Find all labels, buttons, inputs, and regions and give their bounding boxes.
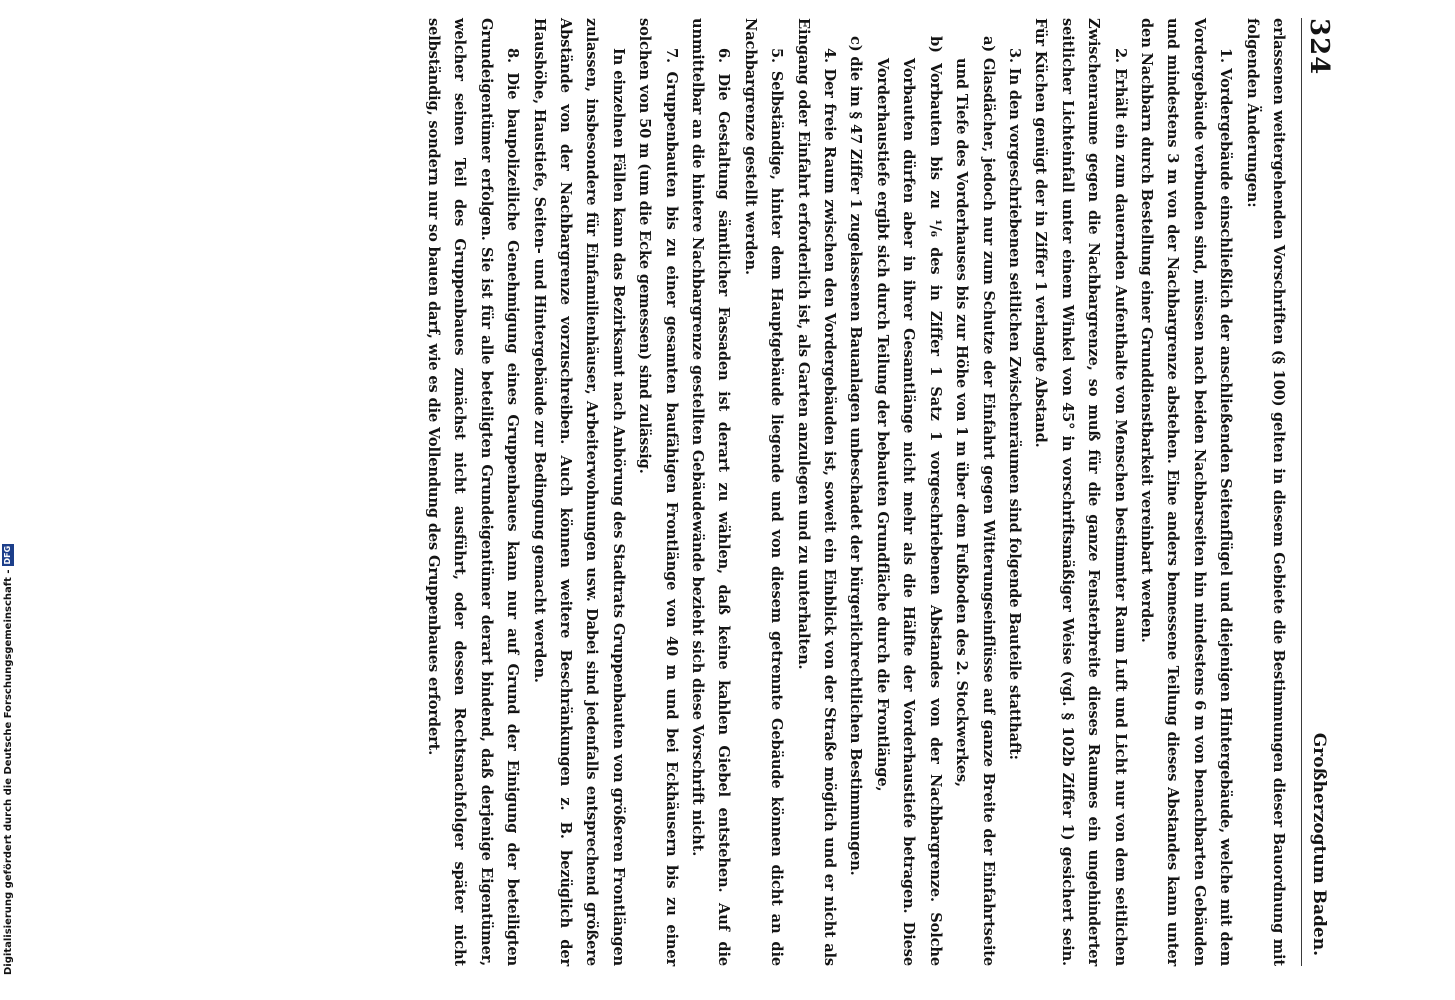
digitization-credit: [2, 544, 14, 975]
list-item: b) Vorbauten bis zu ¹/₆ des in Ziffer 1 Satz 1 vorgeschriebenen Abstandes von der Nachbargrenze. Solche Vorbauten dürfen aber in ihrer Gesamtlänge nicht mehr als die Hälfte der Vorderhaustiefe betragen. Diese Vorderhaustiefe ergibt sich durch Teilung der bebauten Grundfläche durch die Frontlänge,: [873, 36, 944, 966]
paragraph: 4. Der freie Raum zwischen den Vordergebäuden ist, soweit ein Einblick von der Straße möglich und er nicht als Eingang oder Einfahrt erforderlich ist, als Garten anzulegen und zu unterhalten.: [794, 18, 839, 966]
page-header: [1301, 18, 1336, 966]
page-number: 324: [1304, 18, 1334, 76]
running-head: Großherzogtum Baden.: [1309, 732, 1329, 956]
paragraph: In einzelnen Fällen kann das Bezirksamt nach Anhörung des Stadtrats Gruppenbauten von größeren Frontlängen zulassen, insbesondere für Einfamilienhäuser, Arbeiterwohnungen usw. Dabei sind jedenfalls entsprechend größere Abstände von der Nachbargrenze vorzuschreiben. Auch können weitere Beschränkungen z. B. bezüglich der Haushöhe, Haustiefe, Seiten- und Hintergebäude zur Bedingung gemacht werden.: [530, 18, 627, 966]
paragraph: 1. Vordergebäude einschließlich der anschließenden Seitenflügel und diejenigen Hintergebäude, welche mit dem Vordergebäude verbunden sind, müssen nach beiden Nachbarseiten hin mindestens 6 m von benachbarten Gebäuden und mindestens 3 m von der Nachbargrenze abstehen. Eine anders bemessene Teilung dieses Abstandes kann unter den Nachbarn durch Bestellung einer Grunddienstbarkeit vereinbart werden.: [1137, 18, 1235, 966]
paragraph: 6. Die Gestaltung sämtlicher Fassaden ist derart zu wählen, daß keine kahlen Giebel entstehen. Auf die unmittelbar an die hintere Nachbargrenze gestellten Gebäudewände bezieht sich diese Vorschrift nicht.: [689, 18, 733, 966]
paragraph: 2. Erhält ein zum dauernden Aufenthalte von Menschen bestimmter Raum Luft und Licht nur von dem seitlichen Zwischenraume gegen die Nachbargrenze, so muß für die ganze Fensterbreite dieses Raumes ein ungehinderter seitlicher Lichteinfall unter einem Winkel von 45° in vorschriftsmäßiger Weise (vgl. § 102b Ziffer 1) gesichert sein. Für Küchen genügt der in Ziffer 1 verlangte Abstand.: [1032, 18, 1129, 966]
paragraph: 3. In den vorgeschriebenen seitlichen Zwischenräumen sind folgende Bauteile statthaft:: [1005, 48, 1023, 760]
body-text: [420, 18, 1291, 966]
dfg-logo-icon: DFG: [3, 545, 12, 565]
list-item: c) die im § 47 Ziffer 1 zugelassenen Bauanlagen unbeschadet der bürgerlichrechtlichen Bestimmungen.: [847, 36, 865, 876]
paragraph: erlassenen weitergehenden Vorschriften (§ 100) gelten in diesem Gebiete die Bestimmungen dieser Bauordnung mit folgenden Änderungen:: [1243, 18, 1287, 966]
paragraph: 8. Die baupolizeiliche Genehmigung eines Gruppenbaues kann nur auf Grund der Einigung der beteiligten Grundeigentümer erfolgen. Sie ist für alle beteiligten Grundeigentümer derart bindend, daß derjenige Eigentümer, welcher seinen Teil des Gruppenbaues zunächst nicht ausführt, oder dessen Rechtsnachfolger später nicht selbständig, sondern nur so bauen darf, wie es die Vollendung des Gruppenbaues erfordert.: [425, 18, 522, 966]
paragraph: 5. Selbständige, hinter dem Hauptgebäude liegende und von diesem getrennte Gebäude können dicht an die Nachbargrenze gestellt werden.: [741, 18, 786, 966]
document-page: [100, 0, 1350, 990]
list-item: a) Glasdächer, jedoch nur zum Schutze der Einfahrt gegen Witterungseinflüsse auf ganze Breite der Einfahrtseite und Tiefe des Vorderhauses bis zur Höhe von 1 m über dem Fußboden des 2. Stockwerkes,: [953, 36, 997, 966]
credit-text: Digitalisierung gefördert durch die Deutsche Forschungsgemeinschaft -: [2, 569, 14, 975]
digitization-credit-strip: [2, 0, 18, 1000]
paragraph: 7. Gruppenbauten bis zu einer gesamten baufähigen Frontlänge von 40 m und bei Eckhäusern bis zu einer solchen von 50 m (um die Ecke gemessen) sind zulässig.: [636, 18, 680, 966]
